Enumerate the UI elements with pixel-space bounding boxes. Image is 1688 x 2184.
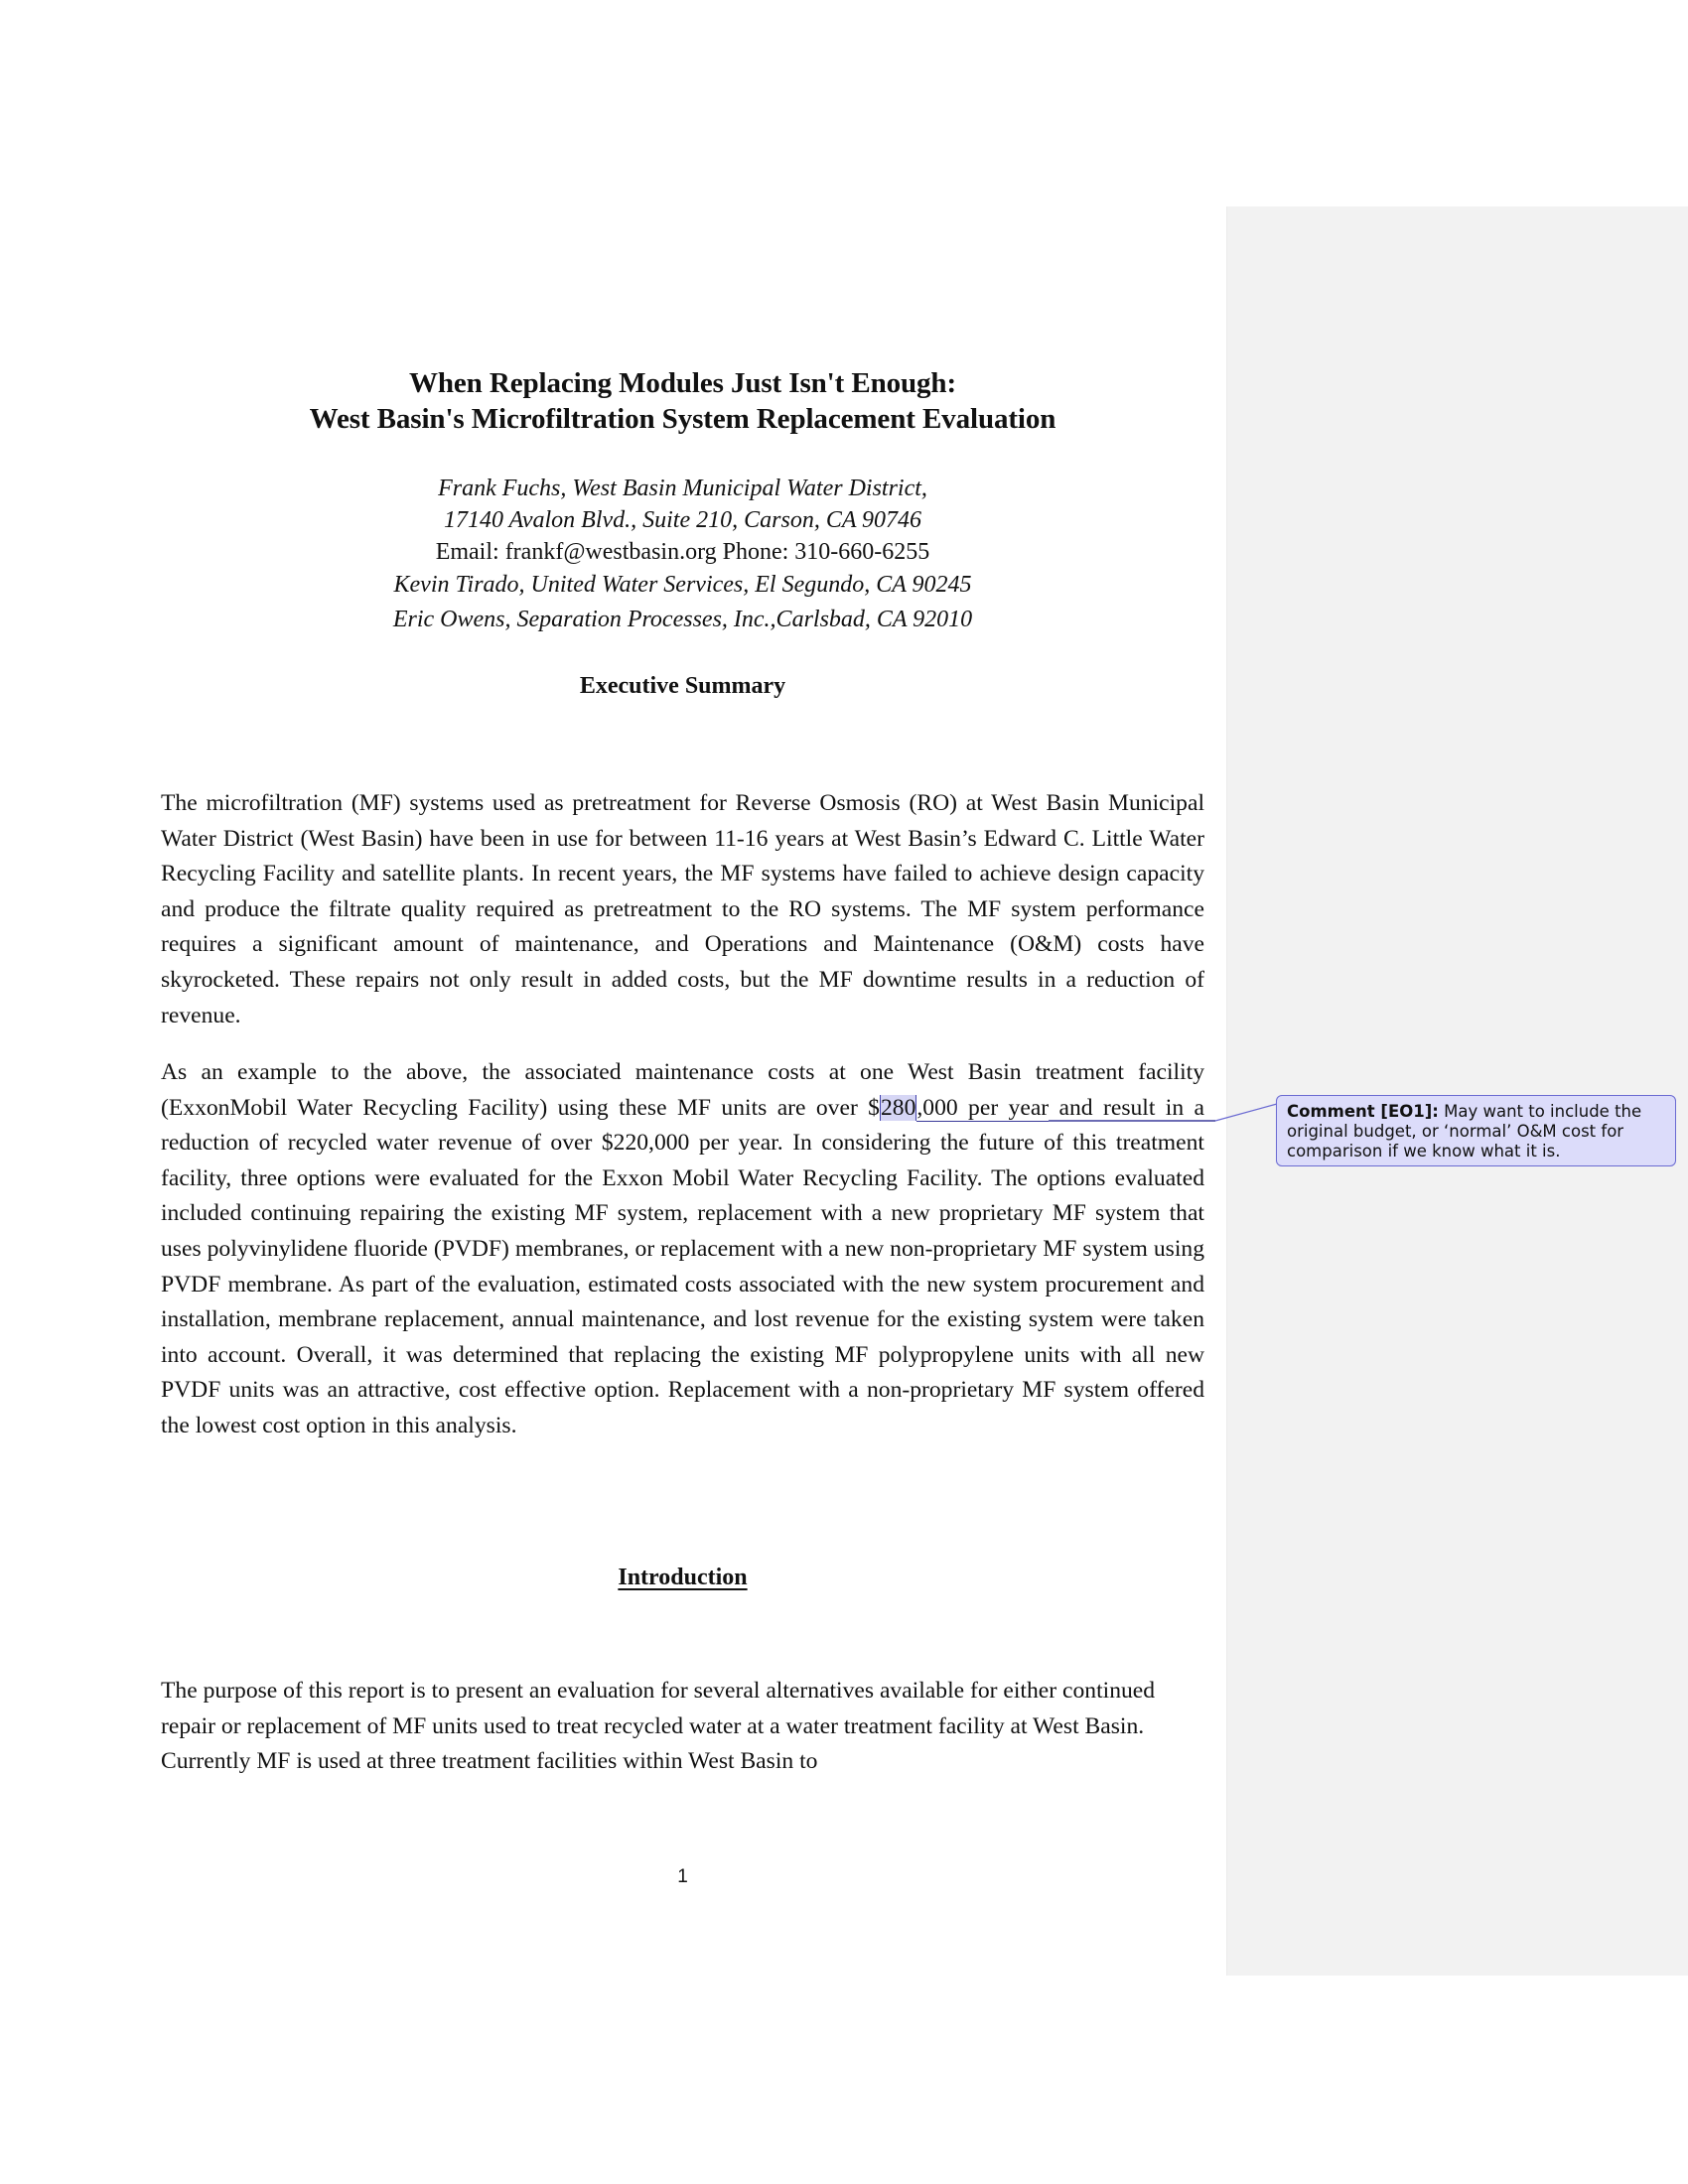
comment-balloon-eo1[interactable] bbox=[1276, 1095, 1676, 1166]
comment-text: May want to include the original budget, or ‘normal’ O&M cost for comparison if we know what it is. bbox=[1287, 1102, 1642, 1160]
title-line-2: West Basin's Microfiltration System Replacement Evaluation bbox=[309, 403, 1056, 435]
executive-summary-heading: Executive Summary bbox=[579, 673, 786, 699]
comment-markup-pane bbox=[1226, 206, 1688, 1976]
page-number: 1 bbox=[677, 1866, 688, 1887]
author-block bbox=[161, 473, 1204, 637]
paragraph-2-text-before: As an example to the above, the associated maintenance costs at one West Basin treatment facility (ExxonMobil Water Recycling Facility) using these MF units are over $ bbox=[161, 1059, 1204, 1121]
document-title bbox=[161, 365, 1204, 437]
introduction-heading-text: Introduction bbox=[618, 1565, 748, 1590]
author-line-5: Eric Owens, Separation Processes, Inc.,Carlsbad, CA 92010 bbox=[392, 607, 973, 632]
author-line-4: Kevin Tirado, United Water Services, El Segundo, CA 90245 bbox=[393, 572, 972, 598]
author-contact-line: Email: frankf@westbasin.org Phone: 310-660-6255 bbox=[435, 539, 930, 565]
title-line-1: When Replacing Modules Just Isn't Enough: bbox=[408, 367, 957, 399]
paragraph-2-text-after: and result in a reduction of recycled water revenue of over $220,000 per year. In considering the future of this treatment facility, three options were evaluated for the Exxon Mobil Water Recycling Facility. The options evaluated included continuing repairing the existing MF system, replacement with a new proprietary MF system that uses polyvinylidene fluoride (PVDF) membranes, or replacement with a new non-proprietary MF system using PVDF membrane. As part of the evaluation, estimated costs associated with the new system procurement and installation, membrane replacement, annual maintenance, and lost revenue for the existing system were taken into account. Overall, it was determined that replacing the existing MF polypropylene units with all new PVDF units was an attractive, cost effective option. Replacement with a non-proprietary MF system offered the lowest cost option in this analysis. bbox=[161, 1094, 1204, 1438]
author-line-1: Frank Fuchs, West Basin Municipal Water District, bbox=[438, 476, 927, 501]
executive-summary-paragraph-1: The microfiltration (MF) systems used as pretreatment for Reverse Osmosis (RO) at West Basin Municipal Water District (West Basin) have been in use for between 11-16 years at West Basin’s Edward C. Little Water Recycling Facility and satellite plants. In recent years, the MF systems have failed to achieve design capacity and produce the filtrate quality required as pretreatment to the RO systems. The MF system performance requires a significant amount of maintenance, and Operations and Maintenance (O&M) costs have skyrocketed. These repairs not only result in added costs, but the MF downtime results in a reduction of revenue. bbox=[161, 790, 1204, 1028]
introduction-heading bbox=[161, 1565, 1204, 1591]
comment-anchor-highlight[interactable]: 280 bbox=[880, 1094, 916, 1121]
comment-label: Comment [EO1]: bbox=[1287, 1102, 1439, 1121]
introduction-paragraph-1: The purpose of this report is to present an evaluation for several alternatives available for either continued repair or replacement of MF units used to treat recycled water at a water treatment facility at West Basin. Currently MF is used at three treatment facilities within West Basin to bbox=[161, 1678, 1156, 1775]
author-line-2: 17140 Avalon Blvd., Suite 210, Carson, CA 90746 bbox=[443, 507, 922, 533]
comment-anchor-tail: ,000 per year bbox=[916, 1094, 1050, 1121]
executive-summary-paragraph-2 bbox=[161, 1055, 1204, 1444]
